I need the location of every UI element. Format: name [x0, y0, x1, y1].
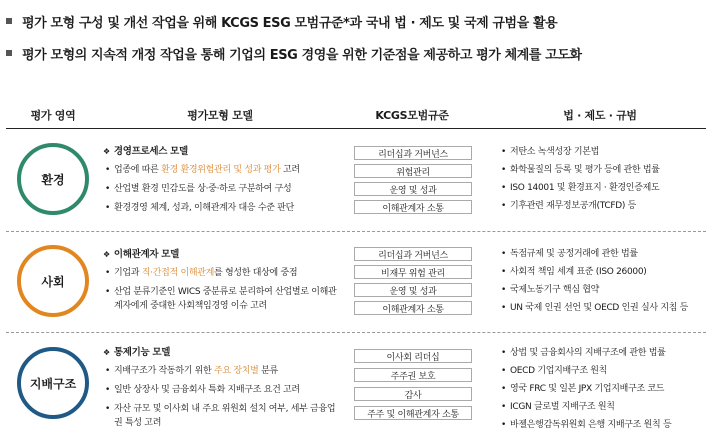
kcgs-box: 비재무 위험 관리: [354, 265, 472, 279]
kcgs-box: 감사: [354, 387, 472, 401]
area-label: 환경: [41, 172, 65, 187]
kcgs-box: 리더십과 거버넌스: [354, 146, 472, 160]
law-item: • 독점규제 및 공정거래에 관한 법률: [500, 247, 708, 261]
model-item: • 환경경영 체계, 성과, 이해관계자 대응 수준 판단: [103, 201, 351, 215]
law-item: • ICGN 글로벌 지배구조 원칙: [500, 400, 708, 414]
model-title: ❖ 이해관계자 모델: [103, 249, 180, 260]
header-area: 평가 영역: [30, 109, 76, 122]
diamond-icon: ❖: [103, 348, 110, 357]
model-item: • 업종에 따른 환경 환경위험관리 및 성과 평가 고려: [103, 163, 351, 177]
law-item: • 화학물질의 등록 및 평가 등에 관한 법률: [500, 163, 708, 177]
model-item: • 기업과 직·간접적 이해관계를 형성한 대상에 중점: [103, 266, 351, 280]
intro-bullet-2: [6, 44, 582, 63]
law-item: • 기후관련 재무정보공개(TCFD) 등: [500, 199, 708, 213]
kcgs-box: 주주권 보호: [354, 368, 472, 382]
header-model: 평가모형 모델: [187, 109, 253, 122]
model-item: • 산업 분류기준인 WICS 중분류로 분리하여 산업별로 이해관계자에게 중대한 사회책임경영 이슈 고려: [103, 285, 342, 313]
law-item: • 저탄소 녹색성장 기본법: [500, 145, 708, 159]
model-block-environment: [103, 145, 351, 220]
kcgs-box: 이해관계자 소통: [354, 301, 472, 315]
law-item: • 국제노동기구 핵심 협약: [500, 283, 708, 297]
model-block-governance: [103, 346, 351, 435]
law-item: • ISO 14001 및 환경표지 · 환경인증제도: [500, 181, 708, 195]
kcgs-box: 리더십과 거버넌스: [354, 247, 472, 261]
kcgs-box: 이해관계자 소통: [354, 200, 472, 214]
model-item: • 산업별 환경 민감도를 상·중·하로 구분하여 구성: [103, 182, 351, 196]
header-law: 법 · 제도 · 규범: [563, 109, 637, 122]
kcgs-box: 주주 및 이해관계자 소통: [354, 406, 472, 420]
section-divider: [6, 231, 706, 232]
kcgs-box: 운영 및 성과: [354, 283, 472, 297]
model-item: • 일반 상장사 및 금융회사 특화 지배구조 요건 고려: [103, 383, 351, 397]
law-item: • 사회적 책임 세계 표준 (ISO 26000): [500, 265, 708, 279]
kcgs-box: 위험관리: [354, 164, 472, 178]
area-label: 사회: [41, 274, 65, 289]
intro-bullet-text: 평가 모형의 지속적 개정 작업을 통해 기업의 ESG 경영을 위한 기준점을 제공하고 평가 체계를 고도화: [22, 48, 582, 63]
law-item: • 상법 및 금융회사의 지배구조에 관한 법률: [500, 346, 708, 360]
area-circle-environment: [17, 143, 89, 215]
law-item: • 바젤은행감독위원회 은행 지배구조 원칙 등: [500, 418, 708, 432]
header-kcgs: KCGS모범규준: [375, 109, 449, 122]
law-list-environment: [500, 145, 708, 217]
kcgs-box: 이사회 리더십: [354, 349, 472, 363]
law-item: • OECD 기업지배구조 원칙: [500, 364, 708, 378]
model-item: • 지배구조가 작동하기 위한 주요 장치별 분류: [103, 364, 351, 378]
area-circle-social: [17, 245, 89, 317]
diamond-icon: ❖: [103, 250, 110, 259]
model-block-social: [103, 248, 351, 318]
kcgs-box: 운영 및 성과: [354, 182, 472, 196]
section-divider: [6, 332, 706, 333]
law-item: • UN 국제 인권 선언 및 OECD 인권 실사 지침 등: [500, 301, 708, 315]
model-title: ❖ 경영프로세스 모델: [103, 146, 188, 157]
law-item: • 영국 FRC 및 일본 JPX 기업지배구조 코드: [500, 382, 708, 396]
model-item: • 자산 규모 및 이사회 내 주요 위원회 설치 여부, 세부 금융업권 특성 고려: [103, 402, 342, 430]
area-label: 지배구조: [29, 376, 77, 391]
intro-bullet-text: 평가 모형 구성 및 개선 작업을 위해 KCGS ESG 모범규준*과 국내 법 · 제도 및 국제 규범을 활용: [22, 16, 558, 31]
model-title: ❖ 통제기능 모델: [103, 347, 171, 358]
law-list-governance: [500, 346, 708, 436]
square-bullet-icon: [6, 18, 12, 24]
intro-bullet-1: [6, 12, 557, 31]
law-list-social: [500, 247, 708, 319]
square-bullet-icon: [6, 50, 12, 56]
diamond-icon: ❖: [103, 147, 110, 156]
header-divider: [6, 128, 706, 129]
area-circle-governance: [17, 347, 89, 419]
